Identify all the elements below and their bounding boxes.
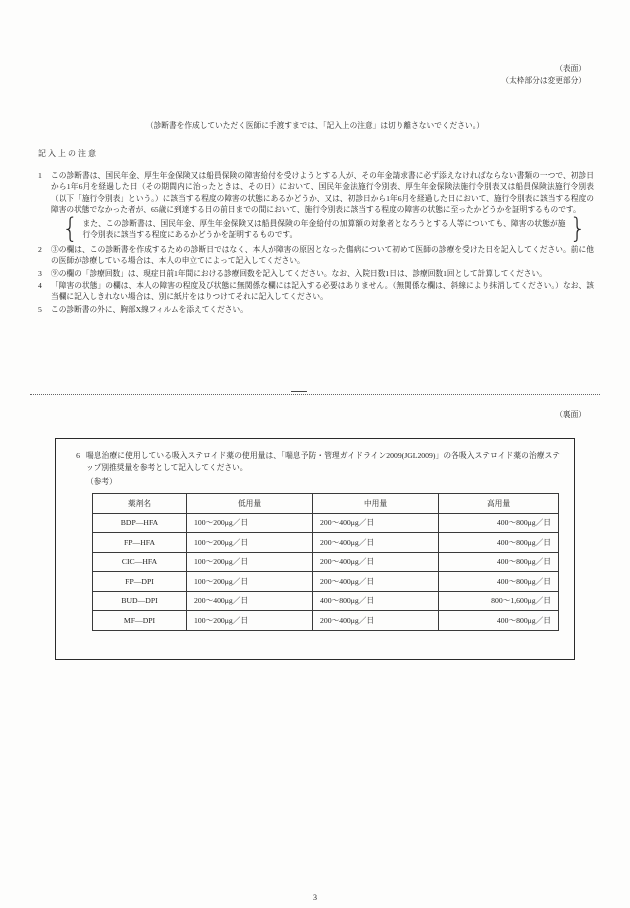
drug-name-cell: MF—DPI: [93, 611, 187, 631]
low-dose-cell: 100～200μg／日: [187, 572, 313, 592]
drug-name-cell: FP—HFA: [93, 533, 187, 553]
mid-dose-cell: 400～800μg／日: [313, 591, 439, 611]
front-side-label: （表面）: [555, 64, 586, 73]
box-note-text: 喘息治療に使用している吸入ステロイド薬の使用量は、「喘息予防・管理ガイドライン2009(JGL2009)」の各吸入ステロイド薬の治療ステップ別推奨量を参考として記入してください。: [86, 451, 560, 472]
note-text: この診断書は、国民年金、厚生年金保険又は船員保険の障害給付を受けようとする人が、その年金請求書に必ず添えなければならない書類の一つで、初診日から1年6月を経過した日（その期間内に治ったときは、その日）において、国民年金法施行令別表、厚生年金保険法施行令別表又は船員保険法施行令別表（以下「施行令別表」という。）に該当する程度の障害の状態にあるかどうか、又は、初診日から1年6月を経過した日において、施行令別表に該当する程度の障害の状態でなかった者が、65歳に到達する日の前日までの間において、施行令別表に該当する程度の障害の状態に至ったかどうかを証明するものです。: [51, 171, 594, 214]
note-number: 6: [76, 451, 80, 460]
table-header-row: [93, 494, 559, 514]
mid-dose-cell: 200～400μg／日: [313, 552, 439, 572]
note-text: 「障害の状態」の欄は、本人の障害の程度及び状態に無関係な欄には記入する必要はありません。（無関係な欄は、斜線により抹消してください。）なお、該当欄に記入しきれない場合は、別に紙片をはりつけてそれに記入してください。: [51, 281, 594, 302]
table-row: [93, 552, 559, 572]
drug-name-cell: BUD—DPI: [93, 591, 187, 611]
note-text: ⑨の欄の「診療回数」は、現症日前1年間における診療回数を記入してください。なお、入院日数1日は、診療回数1回として計算してください。: [51, 268, 547, 278]
detach-instruction: （診断書を作成していただく医師に手渡すまでは、「記入上の注意」は切り離さないでください。）: [145, 121, 485, 130]
mid-dose-cell: 200～400μg／日: [313, 611, 439, 631]
mid-dose-cell: 200～400μg／日: [313, 572, 439, 592]
steroid-reference-box: [55, 438, 575, 660]
note-item-3: [38, 268, 594, 279]
reference-label: （参考）: [86, 477, 117, 486]
note-number: 1: [38, 171, 42, 180]
notes-heading: 記入上の注意: [38, 149, 98, 158]
low-dose-cell: 100～200μg／日: [187, 552, 313, 572]
steroid-dose-table: [92, 493, 559, 631]
bracket-note: [62, 213, 586, 245]
drug-name-cell: CIC—HFA: [93, 552, 187, 572]
table-row: [93, 611, 559, 631]
table-row: [93, 513, 559, 533]
bracket-note-text: また、この診断書は、国民年金、厚生年金保険又は船員保険の年金給付の加算額の対象者となろうとする人等についても、障害の状態が施行令別表に該当する程度にあるかどうかを証明するものです。: [82, 218, 566, 240]
low-dose-cell: 200～400μg／日: [187, 591, 313, 611]
low-dose-cell: 100～200μg／日: [187, 533, 313, 553]
notes-list: [38, 170, 594, 316]
box-note-item-6: [70, 450, 560, 473]
high-dose-cell: 400～800μg／日: [439, 513, 559, 533]
note-number: 2: [38, 245, 42, 255]
corner-notes: [501, 63, 586, 87]
note-text: ③の欄は、この診断書を作成するための診断日ではなく、本人が障害の原因となった傷病について初めて医師の診療を受けた日を記入してください。前に他の医師が診療している場合は、本人の申立てによって記入してください。: [51, 245, 594, 266]
col-header-mid: 中用量: [313, 494, 439, 514]
note-number: 4: [38, 281, 42, 291]
note-number: 3: [38, 268, 42, 278]
high-dose-cell: 400～800μg／日: [439, 611, 559, 631]
note-text: この診断書の外に、胸部X線フィルムを添えてください。: [51, 304, 248, 314]
col-header-high: 高用量: [439, 494, 559, 514]
note-item-5: [38, 304, 594, 315]
back-side-label: （裏面）: [555, 410, 586, 419]
table-row: [93, 533, 559, 553]
mid-dose-cell: 200～400μg／日: [313, 533, 439, 553]
note-item-2: [38, 244, 594, 267]
high-dose-cell: 400～800μg／日: [439, 533, 559, 553]
drug-name-cell: BDP—HFA: [93, 513, 187, 533]
bold-frame-note: （太枠部分は変更部分）: [501, 76, 586, 85]
note-item-4: [38, 280, 594, 303]
col-header-drug: 薬剤名: [93, 494, 187, 514]
table-row: [93, 572, 559, 592]
dotted-cut-line: [30, 394, 600, 395]
page-number: 3: [313, 893, 317, 902]
low-dose-cell: 100～200μg／日: [187, 611, 313, 631]
high-dose-cell: 800～1,600μg／日: [439, 591, 559, 611]
mid-dose-cell: 200～400μg／日: [313, 513, 439, 533]
left-brace-icon: {: [62, 213, 79, 245]
low-dose-cell: 100～200μg／日: [187, 513, 313, 533]
high-dose-cell: 400～800μg／日: [439, 552, 559, 572]
col-header-low: 低用量: [187, 494, 313, 514]
note-number: 5: [38, 304, 42, 314]
right-brace-icon: }: [569, 213, 586, 245]
drug-name-cell: FP—DPI: [93, 572, 187, 592]
cut-line-dash: [291, 391, 307, 392]
high-dose-cell: 400～800μg／日: [439, 572, 559, 592]
note-item-1: [38, 170, 594, 215]
table-row: [93, 591, 559, 611]
